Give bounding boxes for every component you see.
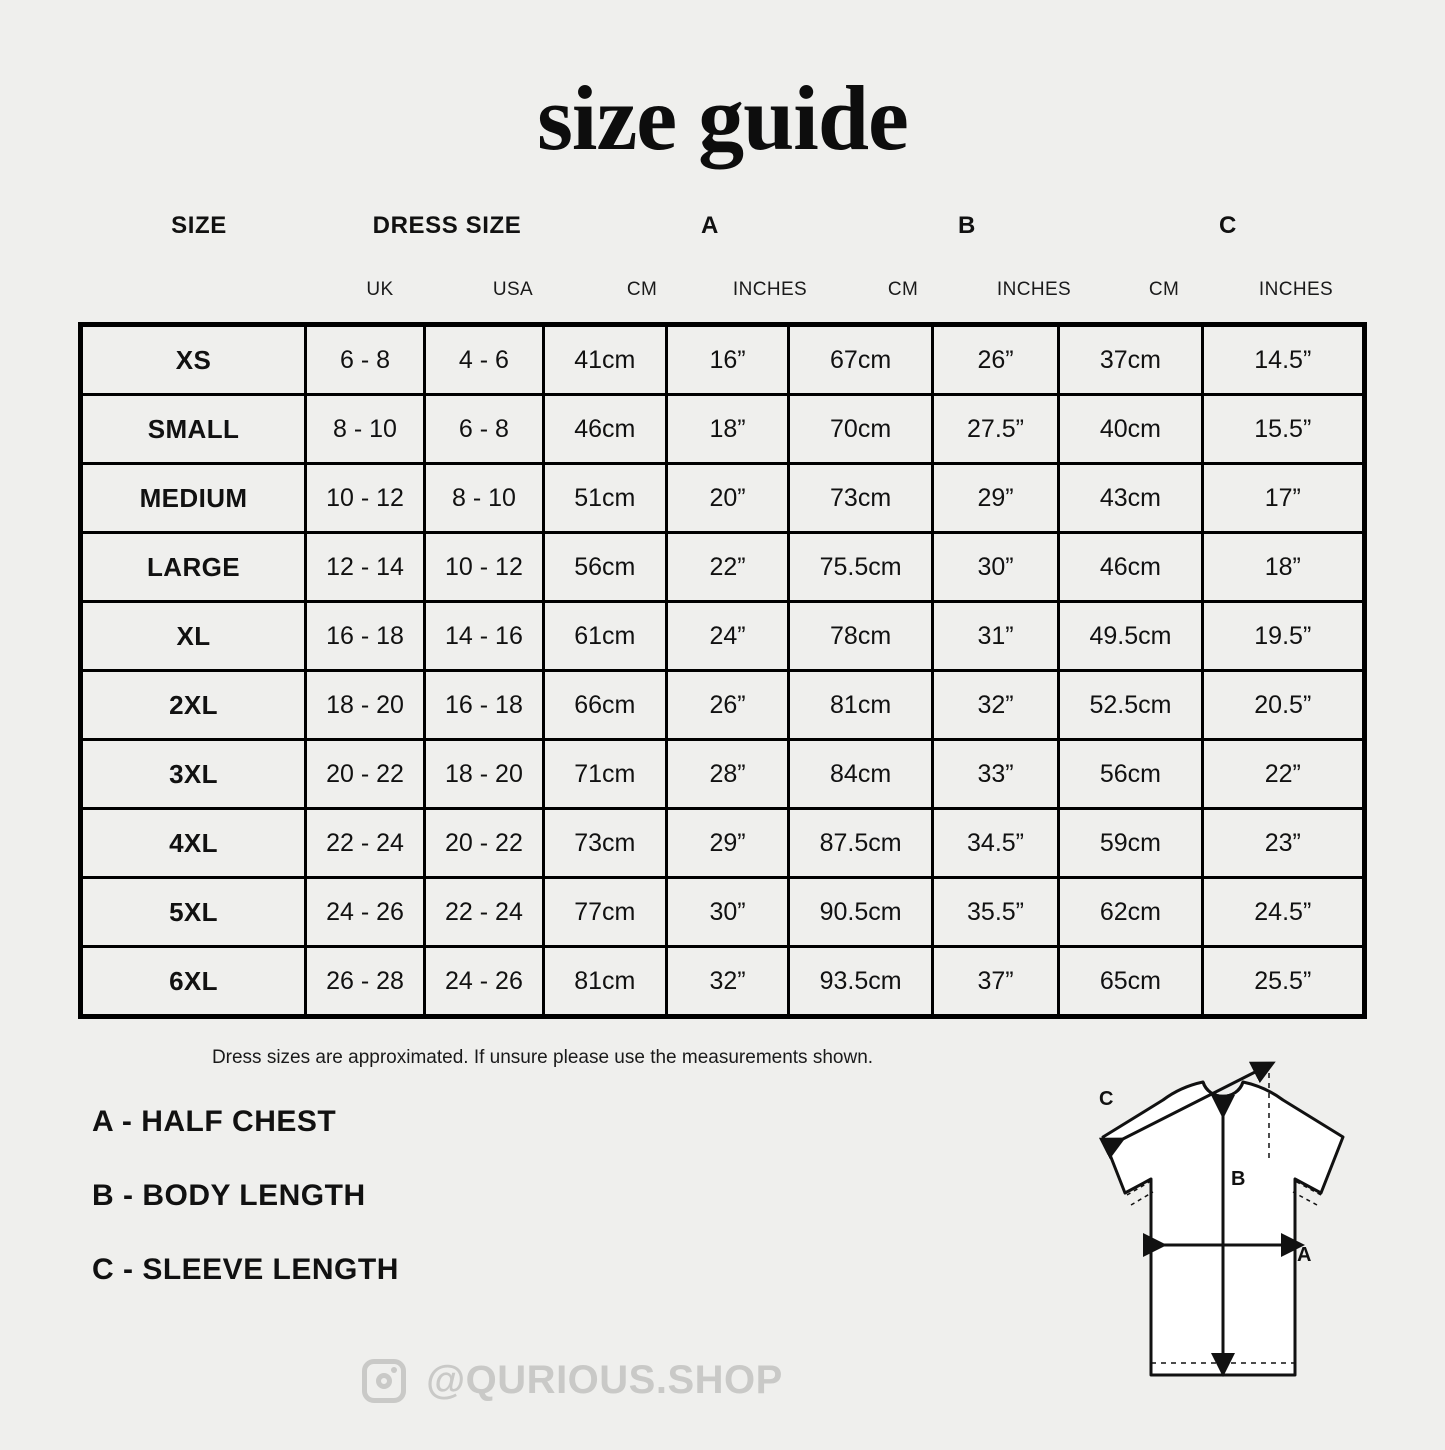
cell-c-in: 14.5” bbox=[1202, 327, 1362, 395]
cell-b-in: 27.5” bbox=[932, 395, 1059, 464]
cell-uk: 22 - 24 bbox=[306, 809, 425, 878]
cell-a-in: 30” bbox=[666, 878, 789, 947]
table-row bbox=[83, 740, 1362, 809]
header-sub-a-cm: CM bbox=[626, 279, 658, 300]
table-row bbox=[83, 878, 1362, 947]
cell-c-in: 25.5” bbox=[1202, 947, 1362, 1015]
cell-c-cm: 65cm bbox=[1059, 947, 1202, 1015]
cell-usa: 6 - 8 bbox=[424, 395, 543, 464]
cell-a-cm: 77cm bbox=[543, 878, 666, 947]
cell-c-in: 24.5” bbox=[1202, 878, 1362, 947]
cell-size: 6XL bbox=[83, 947, 306, 1015]
cell-a-in: 20” bbox=[666, 464, 789, 533]
page-title: size guide bbox=[537, 67, 908, 169]
tshirt-measurement-diagram bbox=[1043, 1045, 1403, 1445]
cell-b-in: 35.5” bbox=[932, 878, 1059, 947]
cell-usa: 24 - 26 bbox=[424, 947, 543, 1015]
cell-size: 4XL bbox=[83, 809, 306, 878]
cell-c-cm: 40cm bbox=[1059, 395, 1202, 464]
diagram-label-b: B bbox=[1231, 1168, 1246, 1190]
legend-item-c: C - SLEEVE LENGTH bbox=[92, 1253, 399, 1286]
cell-a-cm: 66cm bbox=[543, 671, 666, 740]
table-row bbox=[83, 395, 1362, 464]
cell-b-cm: 73cm bbox=[789, 464, 932, 533]
cell-b-cm: 81cm bbox=[789, 671, 932, 740]
cell-usa: 20 - 22 bbox=[424, 809, 543, 878]
cell-uk: 12 - 14 bbox=[306, 533, 425, 602]
cell-c-cm: 43cm bbox=[1059, 464, 1202, 533]
cell-c-cm: 59cm bbox=[1059, 809, 1202, 878]
table-row bbox=[83, 464, 1362, 533]
cell-usa: 18 - 20 bbox=[424, 740, 543, 809]
table-footnote: Dress sizes are approximated. If unsure please use the measurements shown. bbox=[211, 1047, 874, 1068]
cell-b-cm: 67cm bbox=[789, 327, 932, 395]
cell-b-in: 31” bbox=[932, 602, 1059, 671]
cell-c-cm: 49.5cm bbox=[1059, 602, 1202, 671]
cell-usa: 14 - 16 bbox=[424, 602, 543, 671]
cell-c-in: 15.5” bbox=[1202, 395, 1362, 464]
cell-size: 5XL bbox=[83, 878, 306, 947]
cell-b-in: 33” bbox=[932, 740, 1059, 809]
cell-a-in: 26” bbox=[666, 671, 789, 740]
cell-size: XS bbox=[83, 327, 306, 395]
cell-b-cm: 75.5cm bbox=[789, 533, 932, 602]
cell-c-cm: 56cm bbox=[1059, 740, 1202, 809]
cell-a-cm: 61cm bbox=[543, 602, 666, 671]
size-table-container bbox=[78, 322, 1367, 1019]
cell-usa: 4 - 6 bbox=[424, 327, 543, 395]
cell-uk: 6 - 8 bbox=[306, 327, 425, 395]
cell-uk: 20 - 22 bbox=[306, 740, 425, 809]
cell-a-cm: 56cm bbox=[543, 533, 666, 602]
cell-a-cm: 73cm bbox=[543, 809, 666, 878]
cell-uk: 16 - 18 bbox=[306, 602, 425, 671]
cell-b-cm: 87.5cm bbox=[789, 809, 932, 878]
cell-c-in: 17” bbox=[1202, 464, 1362, 533]
header-sub-c-inches: INCHES bbox=[1258, 279, 1334, 300]
cell-size: 2XL bbox=[83, 671, 306, 740]
cell-c-in: 18” bbox=[1202, 533, 1362, 602]
cell-uk: 26 - 28 bbox=[306, 947, 425, 1015]
cell-a-in: 24” bbox=[666, 602, 789, 671]
cell-a-in: 29” bbox=[666, 809, 789, 878]
diagram-label-c: C bbox=[1099, 1088, 1114, 1110]
cell-b-in: 32” bbox=[932, 671, 1059, 740]
cell-c-cm: 37cm bbox=[1059, 327, 1202, 395]
cell-a-cm: 51cm bbox=[543, 464, 666, 533]
cell-a-cm: 71cm bbox=[543, 740, 666, 809]
cell-usa: 8 - 10 bbox=[424, 464, 543, 533]
cell-uk: 10 - 12 bbox=[306, 464, 425, 533]
cell-b-cm: 93.5cm bbox=[789, 947, 932, 1015]
cell-a-cm: 46cm bbox=[543, 395, 666, 464]
cell-size: LARGE bbox=[83, 533, 306, 602]
cell-size: MEDIUM bbox=[83, 464, 306, 533]
cell-c-in: 20.5” bbox=[1202, 671, 1362, 740]
instagram-icon bbox=[362, 1359, 406, 1403]
header-group-a: A bbox=[701, 212, 719, 239]
cell-size: SMALL bbox=[83, 395, 306, 464]
cell-a-in: 18” bbox=[666, 395, 789, 464]
header-sub-b-inches: INCHES bbox=[996, 279, 1072, 300]
header-group-size: SIZE bbox=[171, 212, 227, 239]
cell-b-in: 30” bbox=[932, 533, 1059, 602]
cell-size: XL bbox=[83, 602, 306, 671]
header-sub-a-inches: INCHES bbox=[732, 279, 808, 300]
cell-b-in: 34.5” bbox=[932, 809, 1059, 878]
header-sub-uk: UK bbox=[366, 279, 394, 300]
header-group-c: C bbox=[1219, 212, 1237, 239]
cell-c-in: 22” bbox=[1202, 740, 1362, 809]
header-group-b: B bbox=[958, 212, 976, 239]
cell-c-cm: 62cm bbox=[1059, 878, 1202, 947]
cell-b-cm: 70cm bbox=[789, 395, 932, 464]
header-group-dress-size: DRESS SIZE bbox=[372, 212, 522, 239]
cell-a-in: 32” bbox=[666, 947, 789, 1015]
legend-item-a: A - HALF CHEST bbox=[92, 1105, 337, 1138]
cell-uk: 8 - 10 bbox=[306, 395, 425, 464]
cell-usa: 22 - 24 bbox=[424, 878, 543, 947]
diagram-label-a: A bbox=[1297, 1244, 1312, 1266]
measurement-legend bbox=[92, 1105, 399, 1327]
table-row bbox=[83, 533, 1362, 602]
cell-usa: 10 - 12 bbox=[424, 533, 543, 602]
table-column-headers bbox=[0, 212, 1445, 322]
table-row bbox=[83, 809, 1362, 878]
cell-a-cm: 81cm bbox=[543, 947, 666, 1015]
cell-b-cm: 84cm bbox=[789, 740, 932, 809]
cell-c-in: 19.5” bbox=[1202, 602, 1362, 671]
cell-usa: 16 - 18 bbox=[424, 671, 543, 740]
header-sub-b-cm: CM bbox=[887, 279, 919, 300]
header-sub-c-cm: CM bbox=[1148, 279, 1180, 300]
table-row bbox=[83, 947, 1362, 1015]
cell-uk: 18 - 20 bbox=[306, 671, 425, 740]
size-table bbox=[83, 327, 1362, 1014]
table-row bbox=[83, 327, 1362, 395]
table-row bbox=[83, 671, 1362, 740]
cell-b-in: 29” bbox=[932, 464, 1059, 533]
cell-a-cm: 41cm bbox=[543, 327, 666, 395]
table-row bbox=[83, 602, 1362, 671]
watermark-handle: @QURIOUS.SHOP bbox=[426, 1358, 783, 1402]
cell-b-cm: 90.5cm bbox=[789, 878, 932, 947]
cell-a-in: 16” bbox=[666, 327, 789, 395]
legend-item-b: B - BODY LENGTH bbox=[92, 1179, 366, 1212]
cell-uk: 24 - 26 bbox=[306, 878, 425, 947]
cell-size: 3XL bbox=[83, 740, 306, 809]
header-sub-usa: USA bbox=[492, 279, 534, 300]
cell-c-cm: 52.5cm bbox=[1059, 671, 1202, 740]
cell-b-in: 37” bbox=[932, 947, 1059, 1015]
cell-c-cm: 46cm bbox=[1059, 533, 1202, 602]
cell-b-cm: 78cm bbox=[789, 602, 932, 671]
cell-b-in: 26” bbox=[932, 327, 1059, 395]
cell-a-in: 28” bbox=[666, 740, 789, 809]
cell-c-in: 23” bbox=[1202, 809, 1362, 878]
cell-a-in: 22” bbox=[666, 533, 789, 602]
